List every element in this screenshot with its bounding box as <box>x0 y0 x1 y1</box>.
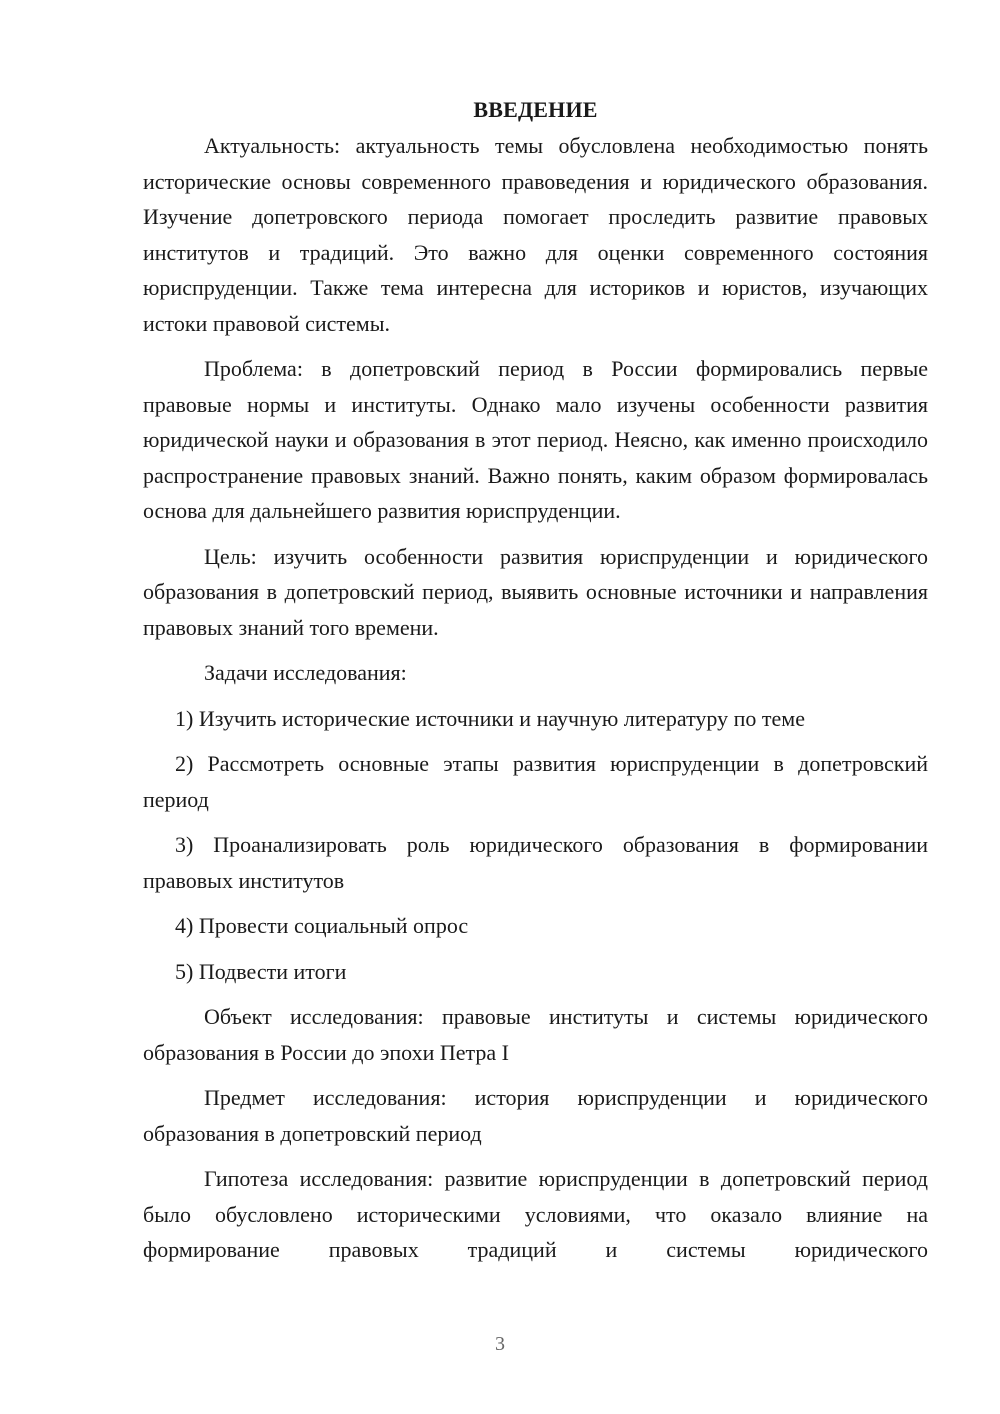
goal-paragraph: Цель: изучить особенности развития юриспруденции и юридического образования в допетровский период, выявить основные источники и направления правовых знаний того времени. <box>143 543 928 640</box>
hypothesis-paragraph: Гипотеза исследования: развитие юриспруденции в допетровский период было обусловлено историческими условиями, что оказало влияние на формирование правовых традиций и системы юридического <box>143 1166 928 1262</box>
task-item-4: 4) Провести социальный опрос <box>175 913 469 938</box>
task-item-5: 5) Подвести итоги <box>175 958 347 984</box>
subject-paragraph: Предмет исследования: история юриспруденции и юридического образования в допетровский период <box>143 1085 928 1146</box>
section-title: ВВЕДЕНИЕ <box>473 97 598 122</box>
object-paragraph: Объект исследования: правовые институты и системы юридического образования в России до эпохи Петра I <box>143 1004 928 1065</box>
task-item-2: 2) Рассмотреть основные этапы развития юриспруденции в допетровский период <box>143 751 928 812</box>
task-item-3: 3) Проанализировать роль юридического образования в формировании правовых институтов <box>143 832 928 893</box>
tasks-heading: Задачи исследования: <box>204 660 407 685</box>
relevance-paragraph: Актуальность: актуальность темы обусловлена необходимостью понять исторические основы современного правоведения и юридического образования. Изучение допетровского периода помогает проследить развитие правовых институтов и традиций. Это важно для оценки современного состояния юриспруденции. Также тема интересна для историков и юристов, изучающих истоки правовой системы. <box>143 133 928 336</box>
document-page <box>143 92 928 1278</box>
problem-paragraph: Проблема: в допетровский период в России формировались первые правовые нормы и институты. Однако мало изучены особенности развития юридической науки и образования в этот период. Неясно, как именно происходило распространение правовых знаний. Важно понять, каким образом формировалась основа для дальнейшего развития юриспруденции. <box>143 356 928 523</box>
task-item-1: 1) Изучить исторические источники и научную литературу по теме <box>175 705 805 731</box>
page-number: 3 <box>495 1333 505 1355</box>
